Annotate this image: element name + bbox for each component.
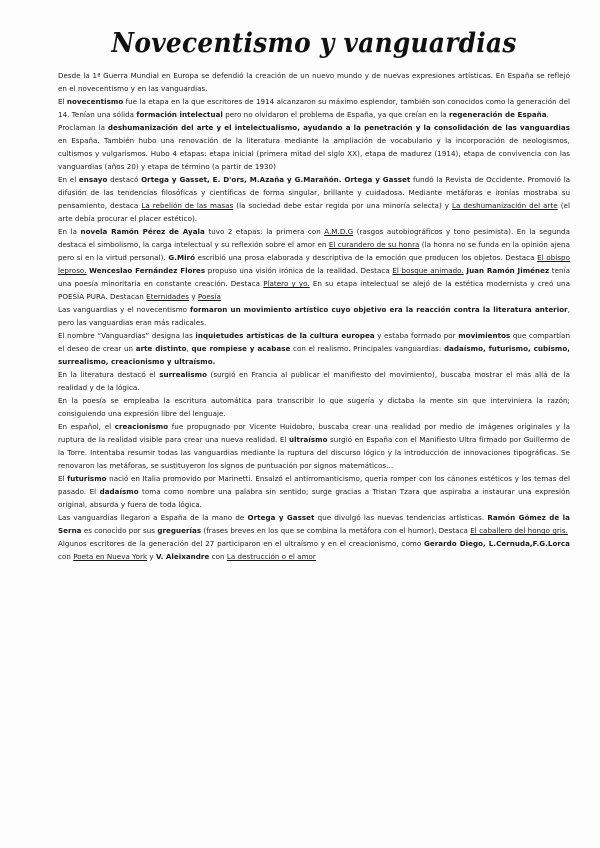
paragraph-deshumanizacion: Proclaman la deshumanización del arte y el intelectualismo, ayudando a la penetración y la consolidación de las vanguardias en España. También hubo una renovación de la literatura mediante la ampliación de vocabulario y la incorporación de neologismos, cultismos y vulgarismos. Hubo 4 etapas: etapa inicial (primera mitad del siglo XX), etapa de madurez (1914), etapa de convivencia con las vanguardias (años 20) y etapa de término (a partir de 1930)	[58, 123, 571, 171]
paragraph-novela: En la novela Ramón Pérez de Ayala tuvo 2 etapas: la primera con A.M.D.G (rasgos autobiográficos y tono pesimista). En la segunda destaca el simbolismo, la carga intelectual y su reflexión sobre el amor en El curandero de su honra (la honra no se funda en la opinión ajena pero si en la virtud personal). G.Miró escribió una prosa elaborada y descriptiva de la emoción que producen los objetos. Destaca El obispo leproso. Wenceslao Fernández Flores propuso una visión irónica de la realidad. Destaca El bosque animado. Juan Ramón Jiménez tenía una poesía minoritaria en constante creación. Destaca Platero y yo. En su etapa intelectual se alejó de la estética modernista y creó una POESÍA PURA. Destacan Eternidades y Poesía	[58, 227, 571, 301]
paragraph-futurismo: El futurismo nació en Italia promovido por Marinetti. Ensalzó el antirromanticismo, quería romper con los cánones estéticos y los temas del pasado. El dadaísmo toma como nombre una palabra sin sentido; surge gracias a Tristan Tzara que aspiraba a instaurar una expresión original, absurda y fuera de toda lógica.	[58, 474, 571, 509]
page-title: Novecentismo y vanguardias	[111, 28, 517, 59]
paragraph-vanguardias: El nombre “Vanguardias” designa las inquietudes artísticas de la cultura europea y estaba formado por movimientos que compartían el deseo de crear un arte distinto, que rompiese y acabase con el realismo. Principales vanguardias: dadaísmo, futurismo, cubismo, surrealismo, creacionismo y ultraísmo.	[58, 331, 571, 366]
paragraph-intro: Desde la 1ª Guerra Mundial en Europa se defendió la creación de un nuevo mundo y de nuevas expresiones artísticas. En España se reflejó en el novecentismo y en las vanguardias.	[58, 71, 570, 93]
paragraph-llegada: Las vanguardias llegaron a España de la mano de Ortega y Gasset que divulgó las nuevas tendencias artísticas. Ramón Gómez de la Serna es conocido por sus greguerías (frases breves en los que se combina la metáfora con el humor). Destaca El caballero del hongo gris.	[58, 513, 571, 535]
paragraph-generacion-27: Algunos escritores de la generación del 27 participaron en el ultraísmo y en el creacionismo, como Gerardo Diego, L.Cernuda,F.G.Lorca con Poeta en Nueva York y V. Aleixandre con La destrucción o el amor	[58, 539, 571, 561]
paragraph-creacionismo: En español, el creacionismo fue propugnado por Vicente Huidobro, buscaba crear una realidad por medio de imágenes originales y la ruptura de la realidad visible para crear una nueva realidad. El ultraísmo surgió en España con el Manifiesto Ultra firmado por Guillermo de la Torre. Intentaba resumir todas las vanguardias mediante la ruptura del discurso lógico y la introducción de innovaciones tipográficas. Se renovaron las metáforas, se sustituyeron los signos de puntuación por signos matemáticos…	[58, 422, 570, 470]
paragraph-surrealismo: En la literatura destacó el surrealismo (surgió en Francia al publicar el manifiesto del movimiento), buscaba mostrar el más allá de la realidad y de la lógica.	[58, 370, 570, 392]
paragraph-novecentismo: El novecentismo fue la etapa en la que escritores de 1914 alcanzaron su máximo esplendor, también son conocidos como la generación del 14. Tenían una sólida formación intelectual pero no olvidaron el problema de España, ya que creían en la regeneración de España.	[58, 97, 571, 119]
paragraph-ensayo: En el ensayo destacó Ortega y Gasset, E. D'ors, M.Azaña y G.Marañón. Ortega y Gasset fundó la Revista de Occidente. Promovió la difusión de las tendencias filosóficas y científicas de forma singular, brillante y cuidadosa. Mediante metáforas e ironías mostraba su pensamiento, destaca La rebelión de las masas (la sociedad debe estar regida por una minoría selecta) y La deshumanización del arte (el arte debía procurar el placer estético).	[58, 175, 570, 223]
paragraph-movimiento: Las vanguardias y el novecentismo formaron un movimiento artístico cuyo objetivo era la reacción contra la literatura anterior, pero las vanguardias eran más radicales.	[58, 305, 570, 327]
paragraph-poesia: En la poesía se empleaba la escritura automática para transcribir lo que sugería y dictaba la mente sin que interviniera la razón; consiguiendo una expresión libre del lenguaje.	[58, 396, 570, 418]
document-body	[58, 69, 570, 563]
